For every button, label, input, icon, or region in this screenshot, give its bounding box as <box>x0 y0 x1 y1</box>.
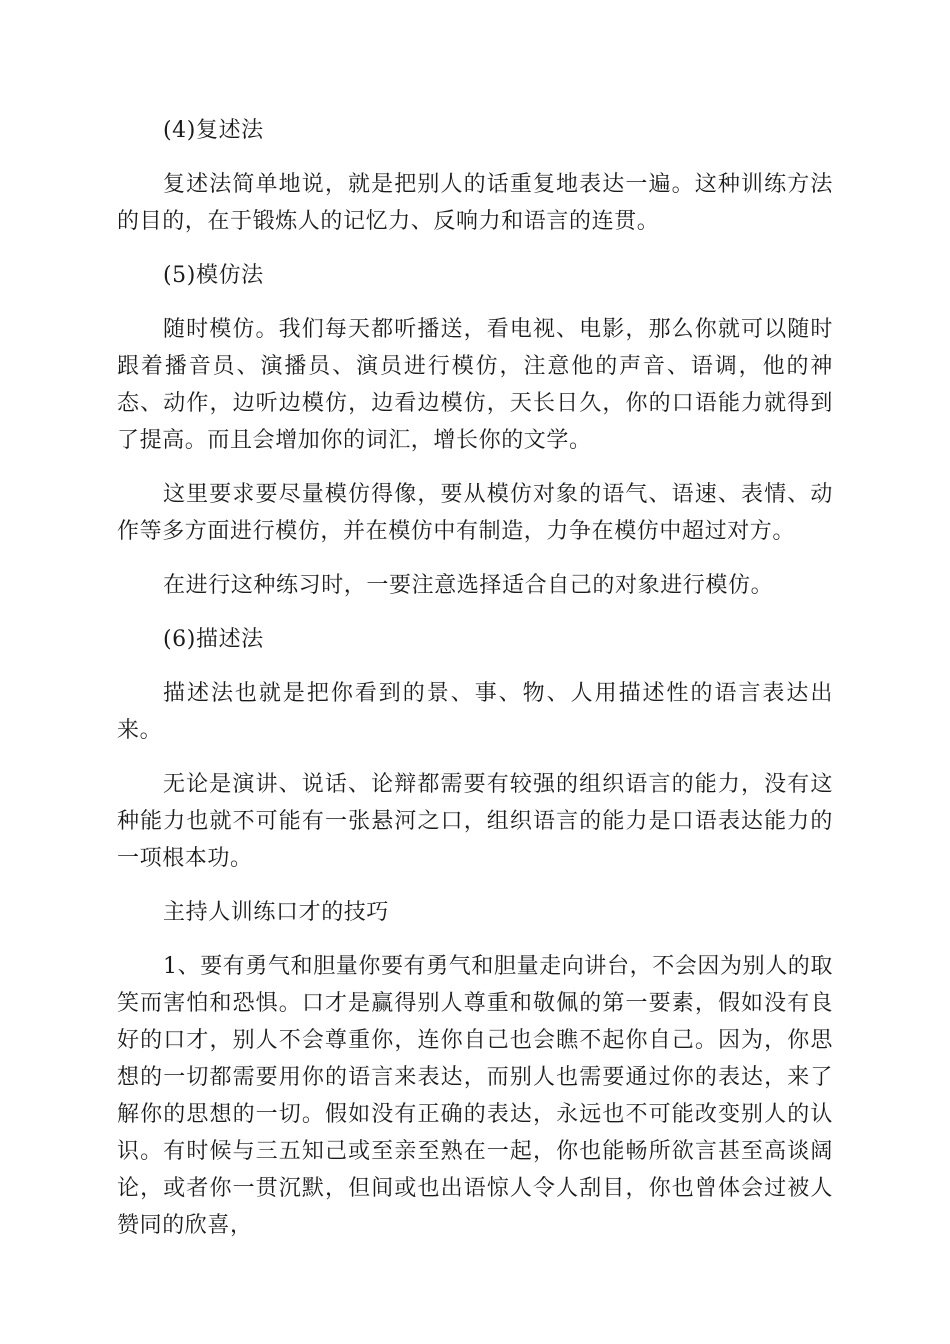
paragraph-imitation-requirements: 这里要求要尽量模仿得像，要从模仿对象的语气、语速、表情、动作等多方面进行模仿，并在模仿中有制造，力争在模仿中超过对方。 <box>117 482 833 544</box>
paragraph-organizing-language: 无论是演讲、说话、论辩都需要有较强的组织语言的能力，没有这种能力也就不可能有一张悬河之口，组织语言的能力是口语表达能力的一项根本功。 <box>117 772 833 871</box>
section-heading-restatement: (4)复述法 <box>163 118 264 143</box>
paragraph-imitation-anytime: 随时模仿。我们每天都听播送，看电视、电影，那么你就可以随时跟着播音员、演播员、演员进行模仿，注意他的声音、语调，他的神态、动作，边听边模仿，边看边模仿，天长日久，你的口语能力就得到了提高。而且会增加你的词汇，增长你的文学。 <box>117 317 833 453</box>
section-heading-host-skills: 主持人训练口才的技巧 <box>163 900 390 925</box>
paragraph-imitation-note: 在进行这种练习时，一要注意选择适合自己的对象进行模仿。 <box>163 573 774 598</box>
paragraph-restatement-description: 复述法简单地说，就是把别人的话重复地表达一遍。这种训练方法的目的，在于锻炼人的记忆力、反响力和语言的连贯。 <box>117 172 833 234</box>
document-body <box>117 112 833 1261</box>
paragraph-description-method: 描述法也就是把你看到的景、事、物、人用描述性的语言表达出来。 <box>117 681 833 743</box>
section-heading-description: (6)描述法 <box>163 627 264 652</box>
paragraph-courage-and-boldness: 1、要有勇气和胆量你要有勇气和胆量走向讲台，不会因为别人的取笑而害怕和恐惧。口才是赢得别人尊重和敬佩的第一要素，假如没有良好的口才，别人不会尊重你，连你自己也会瞧不起你自己。因为，你思想的一切都需要用你的语言来表达，而别人也需要通过你的表达，来了解你的思想的一切。假如没有正确的表达，永远也不可能改变别人的认识。有时候与三五知己或至亲至熟在一起，你也能畅所欲言甚至高谈阔论，或者你一贯沉默，但间或也出语惊人令人刮目，你也曾体会过被人赞同的欣喜， <box>117 954 833 1238</box>
section-heading-imitation: (5)模仿法 <box>163 263 264 288</box>
